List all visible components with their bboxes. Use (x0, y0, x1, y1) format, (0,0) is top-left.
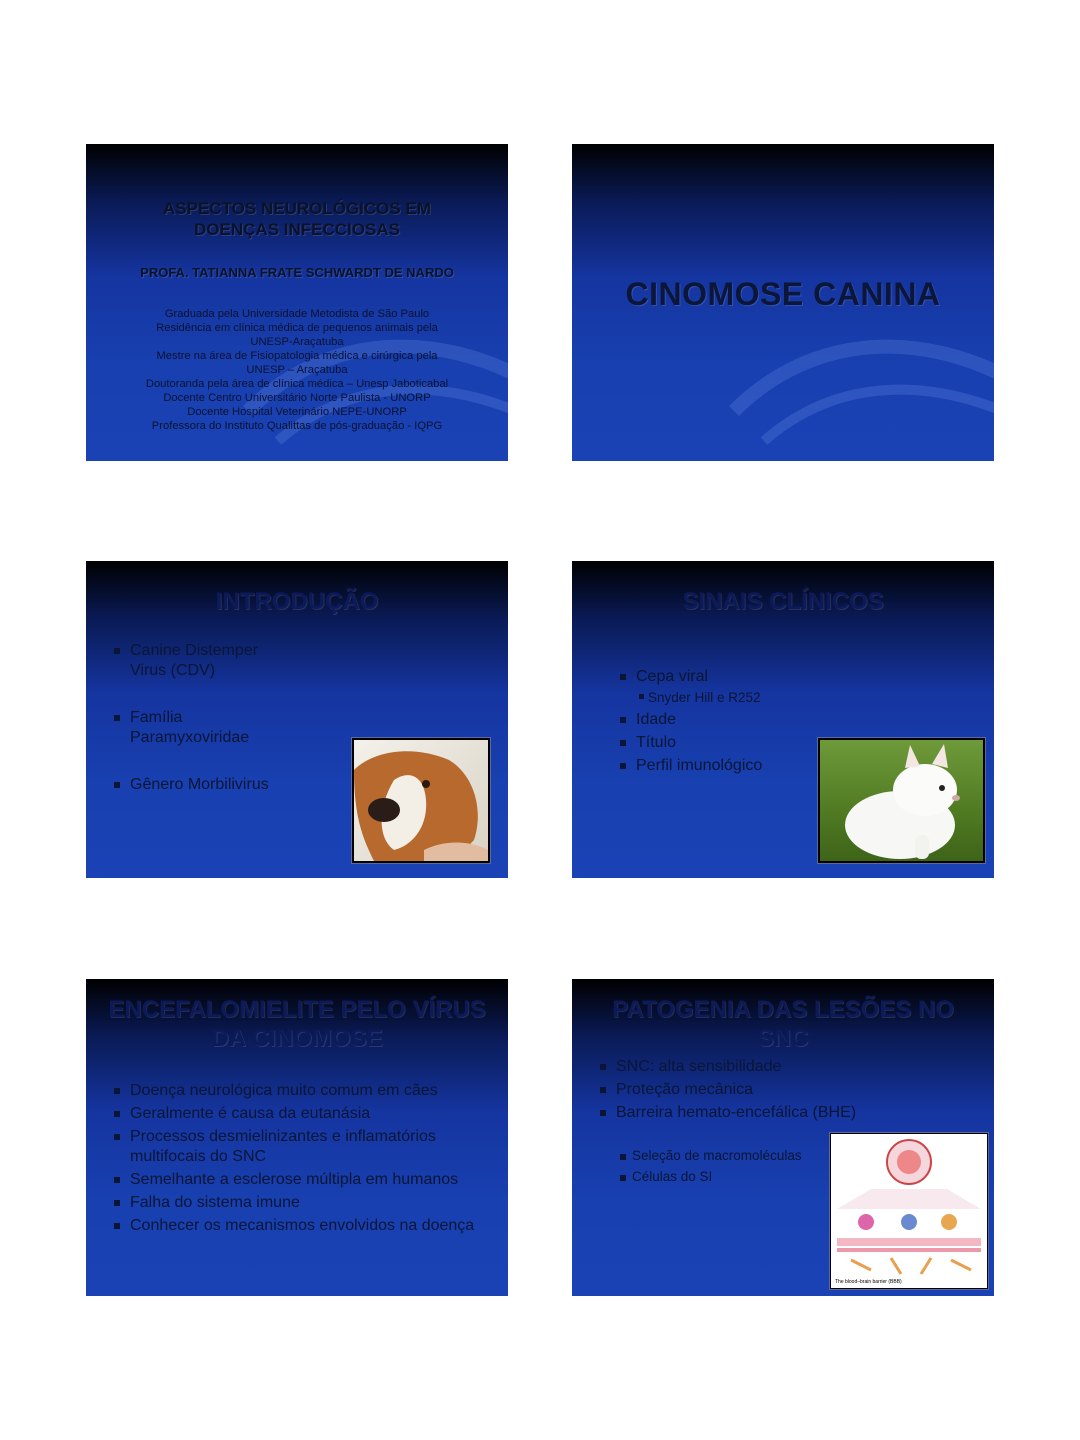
bullet-item: Semelhante a esclerose múltipla em humanos (114, 1170, 489, 1190)
bullet-item: Processos desmielinizantes e inflamatórios multifocais do SNC (114, 1127, 489, 1167)
bullet-item: Título (620, 733, 820, 753)
bullet-item: Falha do sistema imune (114, 1193, 489, 1213)
puppy-photo (818, 738, 985, 863)
slide-6-title: PATOGENIA DAS LESÕES NO SNC (612, 996, 954, 1052)
credit-line: Mestre na área de Fisiopatologia médica e cirúrgica pela (156, 350, 438, 362)
credit-line: Professora do Instituto Qualittas de pós-graduação - IQPG (151, 420, 443, 432)
slide-1 (86, 144, 508, 461)
dog-photo (352, 738, 490, 863)
bullet-item: Doença neurológica muito comum em cães (114, 1081, 489, 1101)
bullet-item: Perfil imunológico (620, 756, 820, 776)
bullet-item: Família Paramyxoviridae (114, 708, 284, 748)
slide-2-title: CINOMOSE CANINA (625, 276, 941, 312)
bullet-item: Idade (620, 710, 820, 730)
slide-2 (572, 144, 994, 461)
slide-1-credits (96, 307, 498, 433)
bullet-item: Gênero Morbilivirus (114, 775, 284, 795)
bbb-diagram (830, 1133, 988, 1289)
slide-5-bullets (114, 1081, 489, 1236)
slide-1-author: PROFA. TATIANNA FRATE SCHWARDT DE NARDO (140, 265, 454, 280)
slide-4 (572, 561, 994, 878)
bullet-item: Canine Distemper Virus (CDV) (114, 641, 284, 681)
bullet-item: Barreira hemato-encefálica (BHE) (600, 1103, 960, 1123)
credit-line: Doutoranda pela área de clínica médica – Unesp Jaboticabal (145, 378, 449, 390)
slide-4-title: SINAIS CLÍNICOS (682, 588, 884, 615)
slide-5-title: ENCEFALOMIELITE PELO VÍRUS DA CINOMOSE (108, 996, 486, 1052)
credit-line: Docente Centro Universitário Norte Paulista - UNORP (163, 392, 431, 404)
credit-line: Residência em clínica médica de pequenos animais pela (156, 322, 438, 334)
sub-bullet-item: Seleção de macromoléculas (620, 1147, 820, 1164)
slide-3-bullets (114, 641, 284, 795)
credit-line: Docente Hospital Veterinário NEPE-UNORP (187, 406, 407, 418)
credit-line: UNESP-Araçatuba (250, 336, 344, 348)
sub-bullet-item: Snyder Hill e R252 (620, 689, 820, 706)
slide-3 (86, 561, 508, 878)
sub-bullet-item: Células do SI (620, 1168, 820, 1185)
bullet-item: Cepa viral (620, 667, 820, 687)
slide-4-bullets (620, 667, 820, 776)
bullet-item: Proteção mecânica (600, 1080, 960, 1100)
bullet-item: SNC: alta sensibilidade (600, 1057, 960, 1077)
credit-line: Graduada pela Universidade Metodista de São Paulo (164, 308, 430, 320)
figure-caption: The blood–brain barrier (BBB) (835, 1279, 902, 1285)
slide-6 (572, 979, 994, 1296)
credit-line: UNESP – Araçatuba (246, 364, 348, 376)
slide-6-bullets (600, 1057, 960, 1123)
slide-6-sub-bullets (620, 1147, 820, 1185)
slide-3-title: INTRODUÇÃO (215, 588, 379, 615)
bullet-item: Geralmente é causa da eutanásia (114, 1104, 489, 1124)
swirl-decoration (724, 291, 994, 451)
slide-1-title: ASPECTOS NEUROLÓGICOS EM DOENÇAS INFECCIOSAS (163, 199, 431, 239)
bullet-item: Conhecer os mecanismos envolvidos na doença (114, 1216, 489, 1236)
slide-5 (86, 979, 508, 1296)
